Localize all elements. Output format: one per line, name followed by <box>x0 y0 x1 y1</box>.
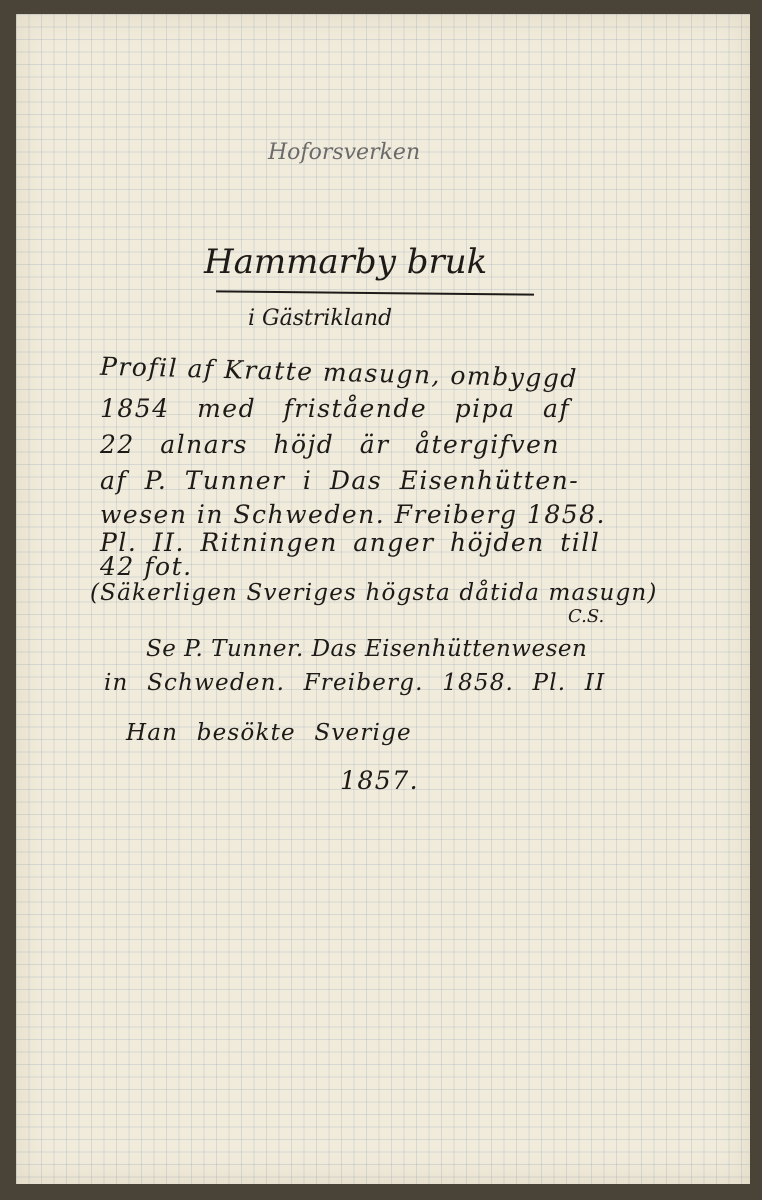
initials: C.S. <box>568 606 605 627</box>
visit-line: Han besökte Sverige <box>126 720 412 746</box>
paragraph-line: 1854 med fristående pipa af <box>100 394 571 423</box>
paragraph-line: wesen in Schweden. Freiberg 1858. <box>100 500 606 529</box>
note-line: (Säkerligen Sveriges högsta dåtida masugn) <box>90 580 658 606</box>
paragraph-line: 42 fot. <box>100 552 193 581</box>
paragraph-line: Pl. II. Ritningen anger höjden till <box>100 528 601 557</box>
visit-year: 1857. <box>340 766 420 795</box>
paragraph-line: 22 alnars höjd är återgifven <box>100 430 561 459</box>
document-title: Hammarby bruk <box>204 242 488 282</box>
reference-line: Se P. Tunner. Das Eisenhüttenwesen <box>146 636 588 662</box>
document-subtitle: i Gästrikland <box>248 306 393 331</box>
title-underline <box>216 290 534 295</box>
paragraph-line: Profil af Kratte masugn, ombyggd <box>99 351 579 394</box>
reference-line: in Schweden. Freiberg. 1858. Pl. II <box>104 670 606 696</box>
manuscript-sheet <box>16 14 750 1184</box>
paragraph-line: af P. Tunner i Das Eisenhütten- <box>100 466 580 495</box>
pencil-heading: Hoforsverken <box>268 140 421 165</box>
